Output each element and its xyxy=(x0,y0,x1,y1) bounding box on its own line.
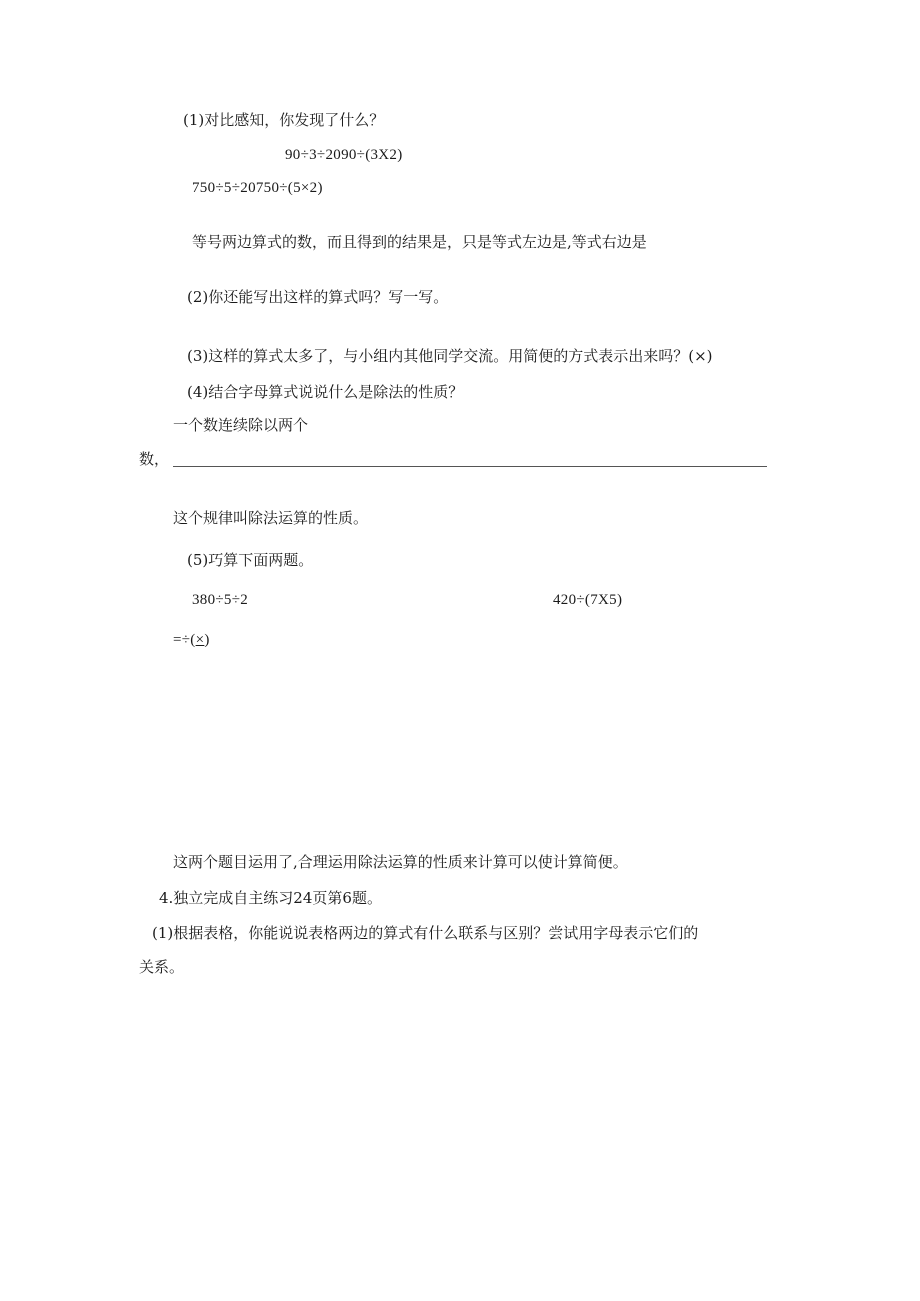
equation-1: 90÷3÷2090÷(3X2) xyxy=(285,147,403,163)
task-4-sub-1-line-1: (1)根据表格，你能说说表格两边的算式有什么联系与区别？尝试用字母表示它们的 xyxy=(152,924,699,942)
question-3-prompt: (3)这样的算式太多了，与小组内其他同学交流。用简便的方式表示出来吗？(×) xyxy=(187,347,713,365)
fill-in-blank-line[interactable] xyxy=(173,466,767,467)
division-property-line-1: 一个数连续除以两个 xyxy=(173,416,309,434)
step-prefix: =÷( xyxy=(173,632,196,648)
right-expression: 420÷(7X5) xyxy=(553,592,623,608)
question-5-prompt: (5)巧算下面两题。 xyxy=(187,551,314,569)
observation-sentence: 等号两边算式的数，而且得到的结果是，只是等式左边是,等式右边是 xyxy=(192,233,647,251)
task-4-title: 4.独立完成自主练习24页第6题。 xyxy=(159,889,382,907)
question-2-prompt: (2)你还能写出这样的算式吗？写一写。 xyxy=(187,288,449,306)
division-property-line-2-prefix: 数， xyxy=(139,450,170,468)
calculation-step xyxy=(173,630,210,650)
question-1-prompt: (1)对比感知，你发现了什么？ xyxy=(183,111,385,129)
equation-2: 750÷5÷20750÷(5×2) xyxy=(192,180,323,196)
left-expression: 380÷5÷2 xyxy=(192,592,249,608)
summary-sentence: 这两个题目运用了,合理运用除法运算的性质来计算可以使计算简便。 xyxy=(173,853,628,871)
step-suffix: ) xyxy=(204,632,210,648)
step-mark: × xyxy=(195,632,205,648)
question-4-prompt: (4)结合字母算式说说什么是除法的性质？ xyxy=(187,383,464,401)
rule-statement: 这个规律叫除法运算的性质。 xyxy=(173,509,369,527)
task-4-sub-1-line-2: 关系。 xyxy=(139,958,185,976)
